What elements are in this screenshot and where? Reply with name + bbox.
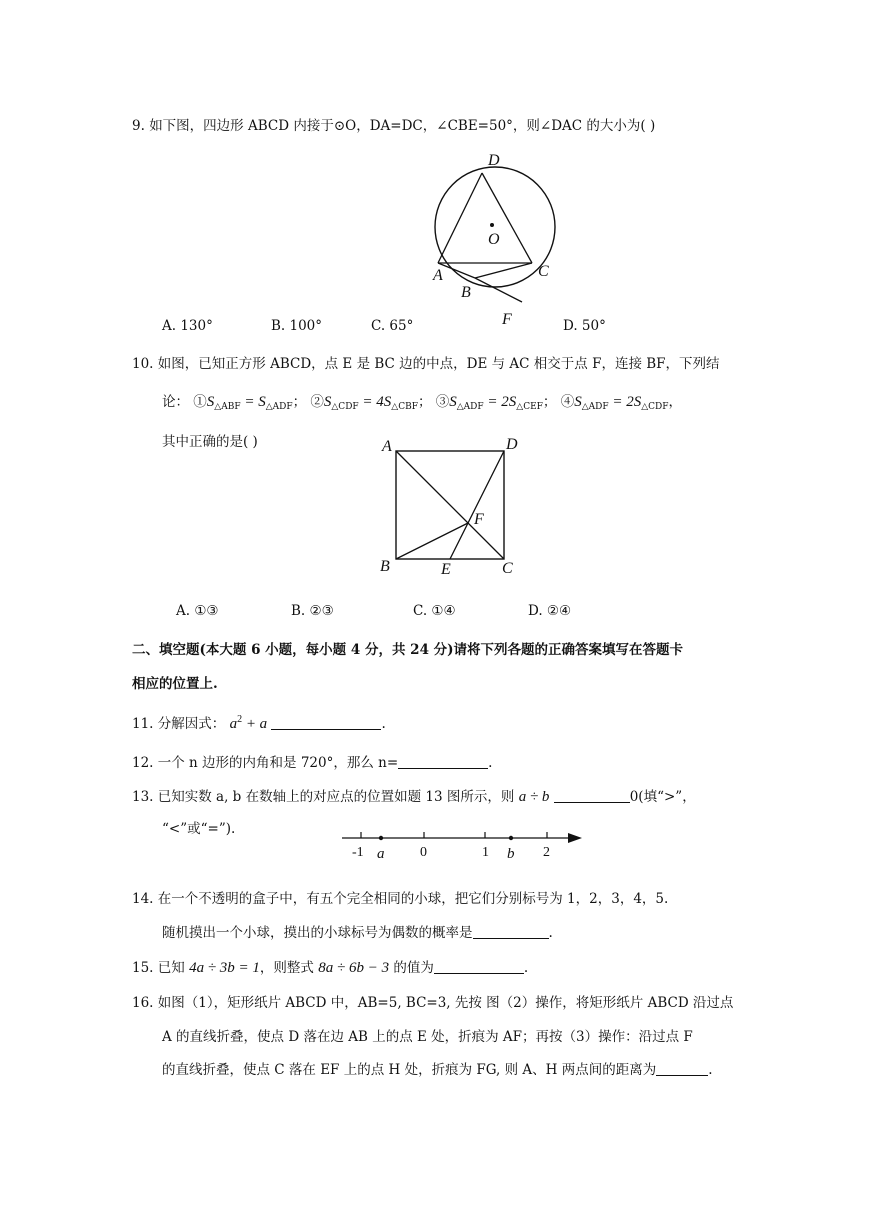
q10-text-line1: 10. 如图，已知正方形 ABCD，点 E 是 BC 边的中点，DE 与 AC 相交于点 F，连接 BF，下列结 xyxy=(132,356,720,372)
q12-text: 12. 一个 n 边形的内角和是 720°，那么 n= . xyxy=(132,755,493,771)
q10-option-a: A. ①③ xyxy=(176,603,219,619)
label-a: A xyxy=(433,267,443,284)
segment-bc xyxy=(475,263,532,278)
label-c: C xyxy=(502,560,513,577)
center-point xyxy=(490,223,494,227)
segment-be xyxy=(475,278,522,302)
q13-expression: a ÷ b xyxy=(518,789,550,805)
q15-answer-blank xyxy=(434,959,524,974)
number-line xyxy=(336,826,586,862)
q10-option-b: B. ②③ xyxy=(291,603,334,619)
section2-heading-line1: 二、填空题(本大题 6 小题，每小题 4 分，共 24 分)请将下列各题的正确答案填写在答题卡 xyxy=(132,642,684,658)
q13-text-line1: 13. 已知实数 a, b 在数轴上的对应点的位置如题 13 图所示，则 a ÷ b 0(填“>”， xyxy=(132,789,696,805)
point-a xyxy=(379,836,383,840)
q16-answer-blank xyxy=(656,1061,708,1076)
segment-bf xyxy=(396,523,468,559)
segment-da xyxy=(438,173,482,263)
q13-answer-blank xyxy=(554,788,630,803)
q9-option-b: B. 100° xyxy=(271,318,323,334)
label-1: 1 xyxy=(482,845,489,860)
q16-text-line3: 的直线折叠，使点 C 落在 EF 上的点 H 处，折痕为 FG, 则 A、H 两点间的距离为 . xyxy=(162,1062,713,1078)
label-d: D xyxy=(488,152,500,169)
q15-expression: 8a ÷ 6b − 3 xyxy=(318,960,390,976)
label-b: B xyxy=(461,284,471,301)
label-e: E xyxy=(441,561,451,578)
q14-text-line1: 14. 在一个不透明的盒子中，有五个完全相同的小球，把它们分别标号为 1，2，3，4，5. xyxy=(132,891,669,907)
q16-text-line2: A 的直线折叠，使点 D 落在边 AB 上的点 E 处，折痕为 AF；再按（3）操作：沿过点 F xyxy=(162,1029,693,1045)
label-o: O xyxy=(488,231,500,248)
q9-figure xyxy=(420,145,560,325)
q11-expression: $a^2 + a$ xyxy=(229,714,268,732)
q10-figure xyxy=(376,434,532,582)
conclusion-2: $②S_{\triangle CDF} = 4S_{\triangle CBF}$； xyxy=(310,394,432,412)
segment-ab xyxy=(438,263,475,278)
q11-text: 11. 分解因式： $a^2 + a$ . xyxy=(132,714,386,732)
q12-answer-blank xyxy=(398,754,488,769)
label-a: a xyxy=(377,846,385,862)
conclusion-4: $④S_{\triangle ADF} = 2S_{\triangle CDF}$， xyxy=(560,394,682,412)
label-b: B xyxy=(380,558,390,575)
q10-option-d: D. ②④ xyxy=(528,603,572,619)
q9-text: 9. 如下图，四边形 ABCD 内接于⊙O，DA=DC，∠CBE=50°，则∠DAC 的大小为( ) xyxy=(132,118,656,134)
label-f: F xyxy=(474,511,484,528)
q10-conclusions: 论： $①S_{\triangle ABF} = S_{\triangle ADF}$； $②S_{\triangle CDF} = 4S_{\triangle CBF}$； $③S_{\triangle ADF} = 2S_{\triangle CEF}$； $④S_{\triangle ADF} = 2S_{\triangle CDF}$， xyxy=(162,394,682,412)
label-d: D xyxy=(506,436,518,453)
axis-arrow xyxy=(568,833,582,843)
label-c: C xyxy=(538,263,549,280)
q14-answer-blank xyxy=(473,924,549,939)
q9-option-a: A. 130° xyxy=(162,318,213,334)
q13-text-line2: “<”或“=”). xyxy=(162,821,236,837)
conclusion-1: $①S_{\triangle ABF} = S_{\triangle ADF}$； xyxy=(193,394,307,412)
label-0: 0 xyxy=(420,845,427,860)
point-b xyxy=(509,836,513,840)
q10-text-line3: 其中正确的是( ) xyxy=(162,434,258,450)
segment-dc xyxy=(482,173,532,263)
label-m1: -1 xyxy=(352,845,364,860)
q9-option-d: D. 50° xyxy=(563,318,606,334)
q10-option-c: C. ①④ xyxy=(413,603,456,619)
label-f: F xyxy=(502,311,512,325)
q14-text-line2: 随机摸出一个小球，摸出的小球标号为偶数的概率是 . xyxy=(162,925,553,941)
conclusion-3: $③S_{\triangle ADF} = 2S_{\triangle CEF}$； xyxy=(435,394,557,412)
q11-answer-blank xyxy=(271,715,381,730)
q9-option-c: C. 65° xyxy=(371,318,414,334)
section2-heading-line2: 相应的位置上. xyxy=(132,676,218,692)
label-b: b xyxy=(507,846,515,862)
q15-condition: 4a ÷ 3b = 1 xyxy=(189,960,260,976)
segment-de xyxy=(450,451,504,559)
q16-text-line1: 16. 如图（1），矩形纸片 ABCD 中，AB=5, BC=3, 先按 图（2）操作，将矩形纸片 ABCD 沿过点 xyxy=(132,995,734,1011)
label-2: 2 xyxy=(543,845,550,860)
diagonal-ac xyxy=(396,451,504,559)
q15-text: 15. 已知 4a ÷ 3b = 1，则整式 8a ÷ 6b − 3 的值为 . xyxy=(132,960,529,976)
label-a: A xyxy=(382,438,392,455)
